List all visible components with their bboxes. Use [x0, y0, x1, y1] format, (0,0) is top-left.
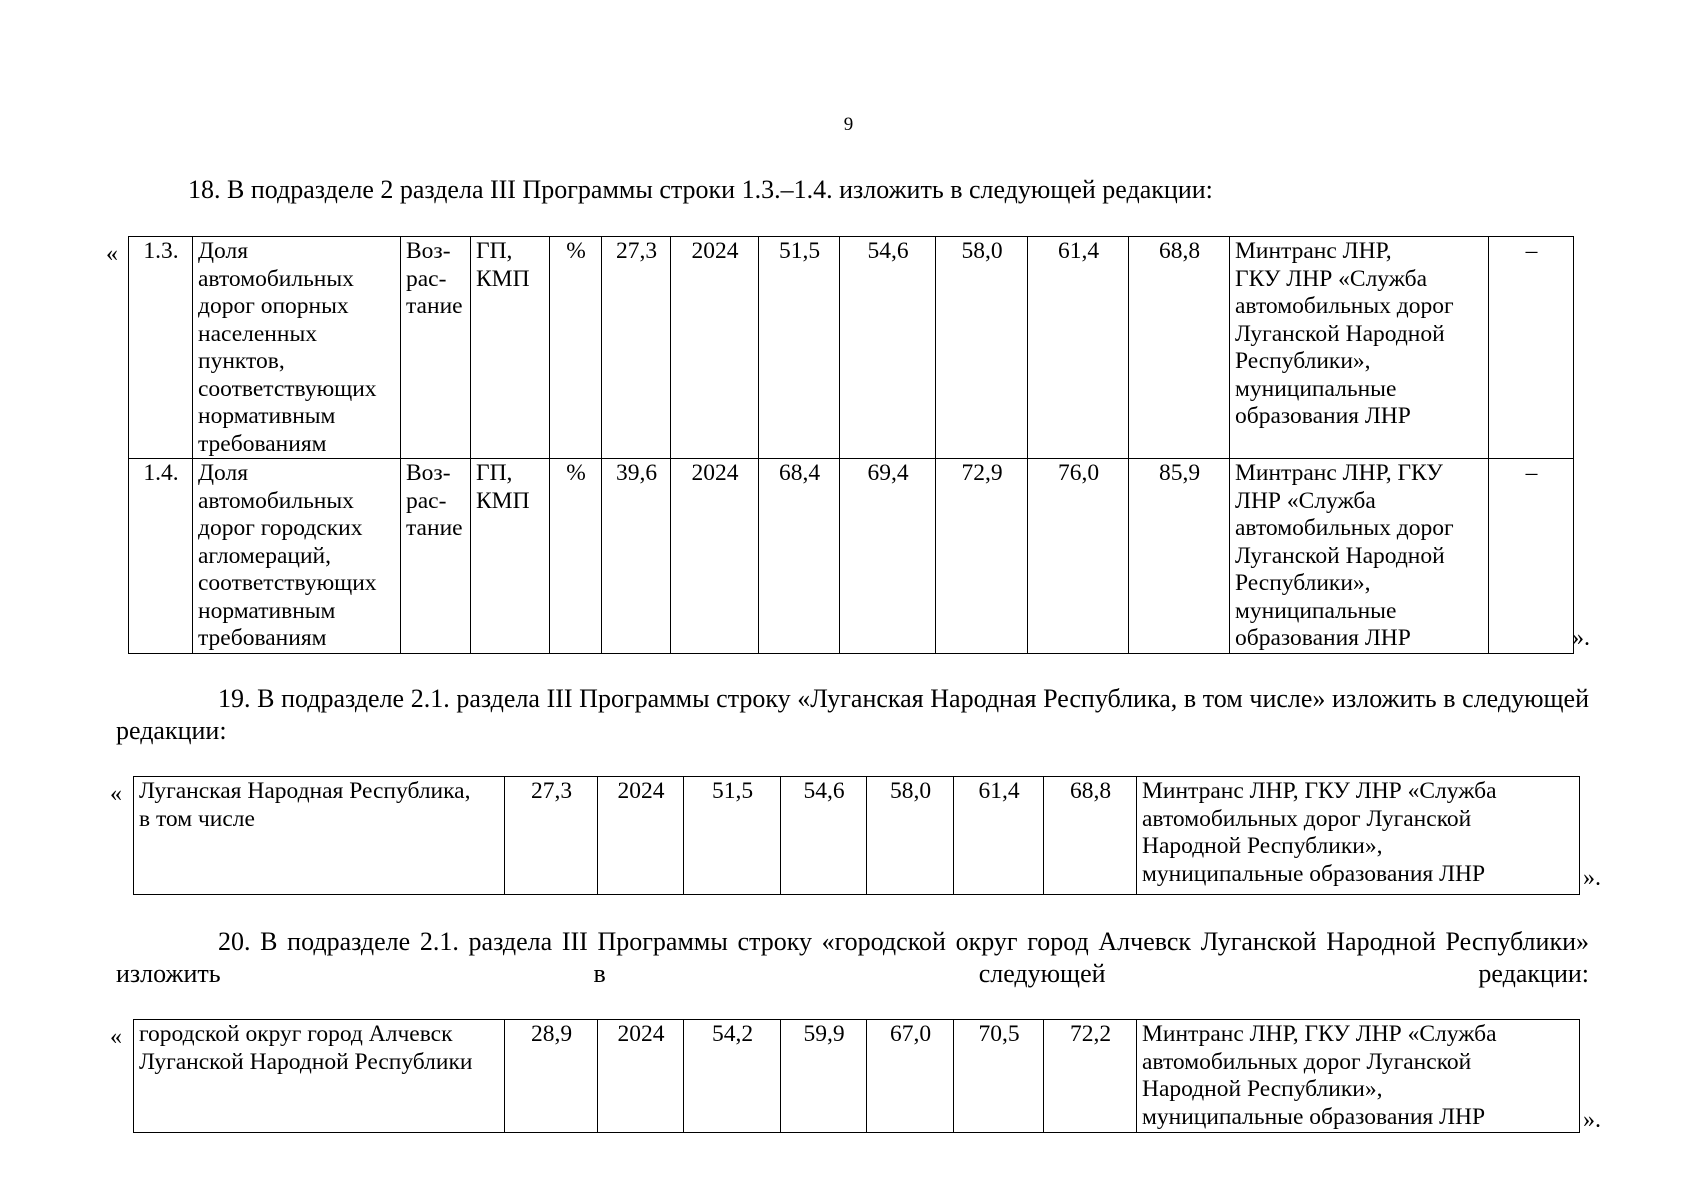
value: 58,0	[867, 777, 954, 895]
indicator-name: Доля автомобильных дорог городских агломераций, соответствующих нормативным требованиям	[193, 459, 401, 654]
indicator-name: Доля автомобильных дорог опорных населенных пунктов, соответствующих нормативным требованиям	[193, 237, 401, 459]
table-18	[128, 236, 1574, 654]
extra: –	[1489, 459, 1574, 654]
value: 85,9	[1129, 459, 1230, 654]
base-value: 28,9	[505, 1020, 598, 1133]
row-number: 1.4.	[129, 459, 193, 654]
table-19	[133, 776, 1580, 895]
base-value: 27,3	[505, 777, 598, 895]
territory-name: Луганская Народная Республика, в том числе	[134, 777, 505, 895]
unit: %	[550, 237, 602, 459]
responsible: Минтранс ЛНР, ГКУ ЛНР «Служба автомобильных дорог Луганской Народной Республики», муниципальные образования ЛНР	[1137, 777, 1580, 895]
base-year: 2024	[671, 237, 759, 459]
value: 51,5	[759, 237, 840, 459]
trend: Воз- рас- тание	[401, 237, 471, 459]
value: 70,5	[954, 1020, 1044, 1133]
responsible: Минтранс ЛНР, ГКУ ЛНР «Служба автомобильных дорог Луганской Народной Республики», муниципальные образования ЛНР	[1230, 237, 1489, 459]
value: 68,8	[1044, 777, 1137, 895]
value: 54,2	[684, 1020, 781, 1133]
value: 69,4	[840, 459, 936, 654]
table-row	[129, 237, 1574, 459]
table-row	[134, 777, 1580, 895]
paragraph-18: 18. В подразделе 2 раздела III Программы строки 1.3.–1.4. изложить в следующей редакции:	[188, 175, 1213, 204]
value: 54,6	[781, 777, 867, 895]
value: 67,0	[867, 1020, 954, 1133]
unit: %	[550, 459, 602, 654]
paragraph-20: 20. В подразделе 2.1. раздела III Программы строку «городской округ город Алчевск Луганской Народной Республики» изложить в следующей редакции:	[116, 927, 1589, 988]
value: 76,0	[1028, 459, 1129, 654]
base-value: 39,6	[602, 459, 671, 654]
value: 59,9	[781, 1020, 867, 1133]
open-quote: «	[106, 241, 118, 267]
paragraph-19: 19. В подразделе 2.1. раздела III Программы строку «Луганская Народная Республика, в том числе» изложить в следующей редакции:	[116, 684, 1589, 745]
trend: Воз- рас- тание	[401, 459, 471, 654]
value: 72,9	[936, 459, 1028, 654]
territory-name: городской округ город Алчевск Луганской Народной Республики	[134, 1020, 505, 1133]
value: 72,2	[1044, 1020, 1137, 1133]
open-quote: «	[110, 1024, 122, 1050]
indicator-type: ГП, КМП	[471, 459, 550, 654]
value: 58,0	[936, 237, 1028, 459]
table-row	[134, 1020, 1580, 1133]
value: 61,4	[1028, 237, 1129, 459]
row-number: 1.3.	[129, 237, 193, 459]
responsible: Минтранс ЛНР, ГКУ ЛНР «Служба автомобильных дорог Луганской Народной Республики», муниципальные образования ЛНР	[1137, 1020, 1580, 1133]
open-quote: «	[110, 781, 122, 807]
value: 51,5	[684, 777, 781, 895]
value: 68,8	[1129, 237, 1230, 459]
close-quote: ».	[1583, 865, 1601, 891]
value: 54,6	[840, 237, 936, 459]
extra: –	[1489, 237, 1574, 459]
base-year: 2024	[598, 777, 684, 895]
base-value: 27,3	[602, 237, 671, 459]
responsible: Минтранс ЛНР, ГКУ ЛНР «Служба автомобильных дорог Луганской Народной Республики», муниципальные образования ЛНР	[1230, 459, 1489, 654]
base-year: 2024	[671, 459, 759, 654]
table-row	[129, 459, 1574, 654]
close-quote: ».	[1572, 625, 1590, 651]
close-quote: ».	[1583, 1107, 1601, 1133]
table-20	[133, 1019, 1580, 1133]
base-year: 2024	[598, 1020, 684, 1133]
value: 61,4	[954, 777, 1044, 895]
value: 68,4	[759, 459, 840, 654]
indicator-type: ГП, КМП	[471, 237, 550, 459]
page-number: 9	[843, 114, 854, 135]
